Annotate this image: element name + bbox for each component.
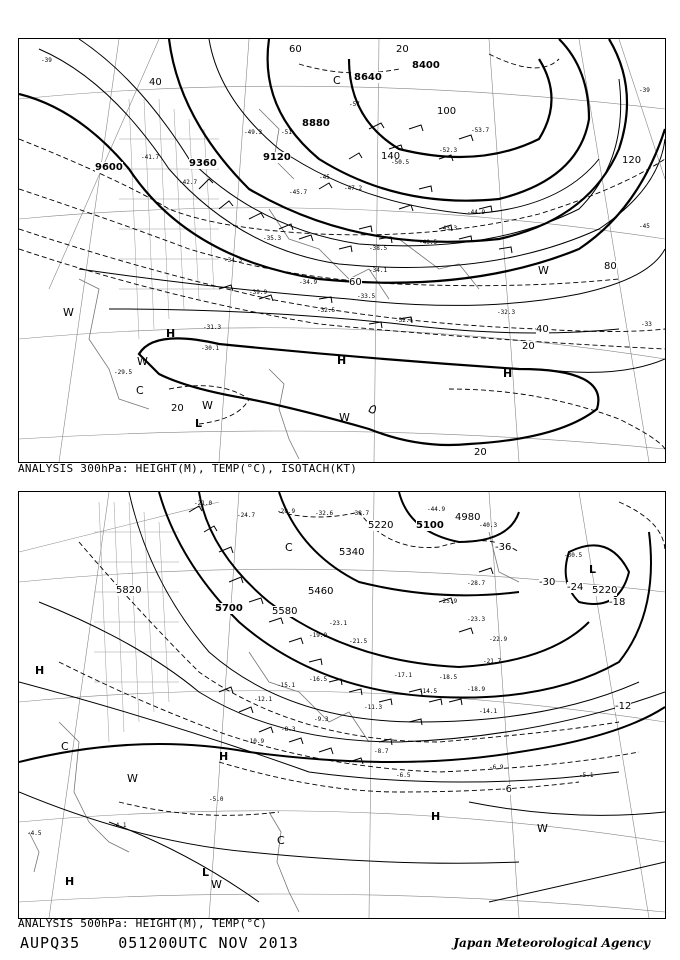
station-temp: -6.5 — [396, 772, 411, 779]
warm-center: W — [339, 411, 350, 424]
station-temp: -30.1 — [201, 345, 220, 352]
station-temp: -16.5 — [309, 676, 328, 683]
height-label: 9120 — [263, 152, 291, 163]
station-temp: -40.5 — [419, 239, 438, 246]
high-center: H — [503, 367, 513, 380]
chart-300hpa-caption: ANALYSIS 300hPa: HEIGHT(M), TEMP(°C), ISOTACH(KT) — [18, 462, 358, 475]
height-label: 9600 — [95, 162, 123, 173]
station-temp: -11.3 — [364, 704, 383, 711]
station-temp: -32.6 — [315, 510, 334, 517]
isotach-label: 40 — [536, 324, 549, 335]
wind-barbs — [199, 123, 512, 328]
chart-500hpa-caption: ANALYSIS 500hPa: HEIGHT(M), TEMP(°C) — [18, 917, 268, 930]
temp-label: -39 — [41, 57, 52, 64]
station-temp: -12.1 — [254, 696, 273, 703]
temp-label: -33 — [641, 321, 652, 328]
isotach-label: 120 — [622, 155, 642, 166]
warm-center: W — [137, 355, 148, 368]
high-center: H — [337, 354, 347, 367]
station-temp: -5.1 — [579, 772, 594, 779]
height-label: 8400 — [412, 60, 440, 71]
station-temp: -32.3 — [497, 309, 516, 316]
station-temp: -21.0 — [194, 500, 213, 507]
station-temp: -40.3 — [479, 522, 498, 529]
station-temp: -44.9 — [467, 209, 486, 216]
temp-label: -45 — [319, 174, 330, 181]
station-temp: -18.5 — [439, 674, 458, 681]
height-label: 8640 — [354, 72, 382, 83]
chart-300hpa-map — [19, 39, 665, 462]
station-temp: -14.1 — [479, 708, 498, 715]
station-temp: -41.7 — [141, 154, 160, 161]
height-label: 9360 — [189, 158, 217, 169]
station-temp: -8.3 — [281, 726, 296, 733]
warm-center: W — [538, 264, 549, 277]
temp-label: -6 — [502, 784, 512, 795]
height-label: 5100 — [416, 520, 444, 531]
height-label: 5460 — [308, 586, 334, 597]
chart-code: AUPQ35 — [20, 934, 81, 952]
station-temp: -43.3 — [439, 225, 458, 232]
station-temp: -14.5 — [419, 688, 438, 695]
low-center: L — [589, 563, 597, 576]
chart-500hpa-panel — [18, 491, 666, 919]
temp-label: -36 — [495, 542, 512, 553]
temp-label: -45 — [639, 223, 650, 230]
agency-name: Japan Meteorological Agency — [453, 936, 650, 950]
isotach-label: 20 — [396, 44, 409, 55]
isotach-label: 40 — [149, 77, 162, 88]
station-temp: -44.9 — [427, 506, 446, 513]
station-temp: -29.5 — [114, 369, 133, 376]
height-label: 5340 — [339, 547, 365, 558]
station-temp: -32.5 — [317, 307, 336, 314]
temp-label: -12 — [615, 701, 632, 712]
station-temp: -50.5 — [391, 159, 410, 166]
station-temp: -19.9 — [309, 632, 328, 639]
station-temp: -31.3 — [203, 324, 222, 331]
cold-center: C — [277, 834, 285, 847]
station-temp: -8.7 — [374, 748, 389, 755]
station-temp: -21.5 — [349, 638, 368, 645]
station-temp: -34.1 — [369, 267, 388, 274]
station-temp: -53.7 — [471, 127, 490, 134]
cold-center: C — [285, 541, 293, 554]
station-temp: -23.1 — [329, 620, 348, 627]
station-temp: -6.9 — [489, 764, 504, 771]
station-temp: -32.1 — [395, 317, 414, 324]
chart-300hpa-panel — [18, 38, 666, 463]
chart-footer — [20, 934, 327, 952]
height-label: 5220 — [368, 520, 394, 531]
warm-center: W — [537, 822, 548, 835]
valid-time: 051200UTC NOV 2013 — [118, 934, 299, 952]
height-label: 5580 — [272, 606, 298, 617]
isotach-label: 100 — [437, 106, 457, 117]
station-temp: -34.3 — [224, 257, 243, 264]
isotach-label: 140 — [381, 151, 401, 162]
temp-label: -39 — [639, 87, 650, 94]
temp-label: -18 — [609, 597, 626, 608]
height-label: 5220 — [592, 585, 618, 596]
warm-center: W — [211, 878, 222, 891]
warm-center: W — [202, 399, 213, 412]
station-temp: -38.7 — [351, 510, 370, 517]
warm-center: W — [127, 772, 138, 785]
station-temp: -33.5 — [357, 293, 376, 300]
station-temp: -21.7 — [483, 658, 502, 665]
station-temp: -42.7 — [179, 179, 198, 186]
height-contours — [19, 492, 665, 762]
low-center: L — [195, 417, 203, 430]
temp-label: -51 — [281, 129, 292, 136]
isotach-label: 20 — [522, 341, 535, 352]
station-temp: -22.9 — [489, 636, 508, 643]
station-temp: -17.1 — [394, 672, 413, 679]
high-center: H — [219, 750, 229, 763]
isotach-label: 20 — [171, 403, 184, 414]
height-label: 8880 — [302, 118, 330, 129]
station-temp: -34.9 — [299, 279, 318, 286]
station-temp: -35.3 — [263, 235, 282, 242]
height-label: 5700 — [215, 603, 243, 614]
station-temp: -24.7 — [237, 512, 256, 519]
station-temp: -18.9 — [467, 686, 486, 693]
station-temp: -49.3 — [244, 129, 263, 136]
station-temp: -25.9 — [439, 598, 458, 605]
high-center: H — [431, 810, 441, 823]
station-temp: -30.5 — [564, 552, 583, 559]
temp-label: -30 — [539, 577, 556, 588]
temp-label: -24 — [567, 582, 584, 593]
cold-center: C — [333, 74, 341, 87]
isotach-label: 20 — [474, 447, 487, 458]
low-center: L — [202, 866, 210, 879]
temp-label: -57 — [349, 101, 360, 108]
station-temp: -52.3 — [439, 147, 458, 154]
isotach-label: 80 — [604, 261, 617, 272]
station-temp: -23.3 — [467, 616, 486, 623]
station-temp: -10.9 — [246, 738, 265, 745]
warm-center: W — [63, 306, 74, 319]
height-label: 4980 — [455, 512, 481, 523]
height-label: 5820 — [116, 585, 142, 596]
station-temp: -4.1 — [112, 822, 127, 829]
station-temp: -15.1 — [277, 682, 296, 689]
cold-center: C — [136, 384, 144, 397]
wind-barbs — [189, 506, 493, 764]
station-temp: -4.5 — [27, 830, 42, 837]
cold-center: C — [61, 740, 69, 753]
isotach-label: 60 — [349, 277, 362, 288]
station-temp: -28.9 — [277, 508, 296, 515]
station-temp: -45.7 — [289, 189, 308, 196]
station-temp: -38.5 — [369, 245, 388, 252]
station-temp: -5.0 — [209, 796, 224, 803]
station-temp: -9.3 — [314, 716, 329, 723]
isotach-label: 60 — [289, 44, 302, 55]
high-center: H — [65, 875, 75, 888]
station-temp: -39.9 — [249, 289, 268, 296]
station-temp: -28.7 — [467, 580, 486, 587]
high-center: H — [166, 327, 176, 340]
station-temp: -47.2 — [344, 185, 363, 192]
high-center: H — [35, 664, 45, 677]
